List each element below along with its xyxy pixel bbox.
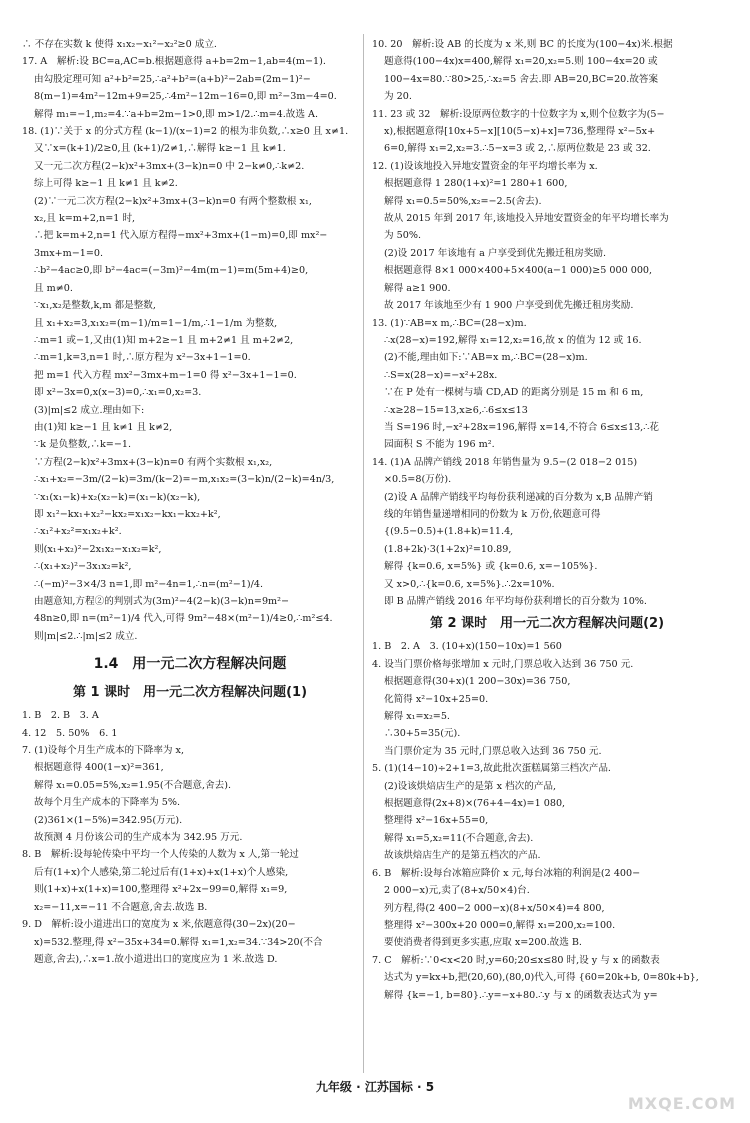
text-line: 4. 12 5. 50% 6. 1 — [22, 727, 118, 739]
text-line: 7. C 解析:∵0<x<20 时,y=60;20≤x≤80 时,设 y 与 x 的函数表 — [372, 954, 660, 966]
text-line: 故每个月生产成本的下降率为 5%. — [34, 797, 181, 809]
text-line: 整理得 x²−16x+55=0, — [384, 815, 489, 827]
text-line: 故预测 4 月份该公司的生产成本为 342.95 万元. — [34, 832, 243, 844]
text-line: 根据题意得 1 280(1+x)²=1 280+1 600, — [384, 178, 568, 190]
text-line: 又一元二次方程(2−k)x²+3mx+(3−k)n=0 中 2−k≠0,∴k≠2. — [34, 160, 305, 172]
text-line: (3)|m|≤2 成立.理由如下: — [34, 404, 145, 416]
text-line: 则|m|≤2.∴|m|≤2 成立. — [34, 630, 138, 642]
text-line: 则(1+x)+x(1+x)=100,整理得 x²+2x−99=0,解得 x₁=9, — [34, 884, 288, 896]
text-line: 后有(1+x)个人感染,第二轮过后有(1+x)+x(1+x)个人感染, — [34, 866, 289, 878]
text-line: ×0.5=8(万份). — [384, 474, 452, 486]
text-line: (2)设 A 品牌产销线平均每份获利递减的百分数为 x,B 品牌产销 — [384, 491, 653, 503]
text-line: 1. B 2. A 3. (10+x)(150−10x)=1 560 — [372, 641, 562, 653]
text-line: (2)设 2017 年该地有 a 户享受到优先搬迁租房奖励. — [384, 247, 607, 259]
text-line: 即 x₁²−kx₁+x₂²−kx₂=x₁x₂−kx₁−kx₂+k², — [34, 508, 221, 520]
text-line: 17. A 解析:设 BC=a,AC=b.根据题意得 a+b=2m−1,ab=4(m−1). — [22, 56, 326, 68]
text-line: 根据题意得 400(1−x)²=361, — [34, 762, 164, 774]
text-line: 又 x>0,∴{k=0.6, x=5%}.∴2x=10%. — [384, 578, 555, 590]
text-line: x),根据题意得[10x+5−x][10(5−x)+x]=736,整理得 x²−5x+ — [384, 126, 656, 138]
text-line: ∵k 是负整数,∴k=−1. — [34, 439, 132, 451]
text-line: 根据题意得(2x+8)×(76+4−4x)=1 080, — [384, 798, 566, 810]
text-line: 故从 2015 年到 2017 年,该地投入异地安置资金的年平均增长率为 — [384, 213, 669, 225]
text-line: 14. (1)A 品牌产销线 2018 年销售量为 9.5−(2 018−2 015) — [372, 456, 638, 468]
text-line: (2)∵一元二次方程(2−k)x²+3mx+(3−k)n=0 有两个整数根 x₁, — [34, 195, 312, 207]
text-line: 故 2017 年该地至少有 1 900 户享受到优先搬迁租房奖励. — [384, 300, 634, 312]
text-line: 6=0,解得 x₁=2,x₂=3.∴5−x=3 或 2,∴原两位数是 23 或 32. — [384, 143, 651, 155]
text-line: 解得 x₁=0.05=5%,x₂=1.95(不合题意,舍去). — [34, 779, 232, 791]
text-line: x)=532.整理,得 x²−35x+34=0.解得 x₁=1,x₂=34.∵34>20(不合 — [34, 936, 323, 948]
text-line: ∴(−m)²−3×4/3 n=1,即 m²−4n=1,∴n=(m²−1)/4. — [34, 578, 263, 590]
text-line: ∵方程(2−k)x²+3mx+(3−k)n=0 有两个实数根 x₁,x₂, — [34, 456, 273, 468]
text-line: 7. (1)设每个月生产成本的下降率为 x, — [22, 745, 185, 757]
text-line: 根据题意得(30+x)(1 200−30x)=36 750, — [384, 676, 571, 688]
text-line: ∴x₁+x₂=−3m/(2−k)=3m/(k−2)=−m,x₁x₂=(3−k)n/(2−k)=4n/3, — [34, 474, 335, 486]
lesson-1-title: 第 1 课时 用一元二次方程解决问题(1) — [72, 685, 308, 701]
text-line: 即 B 品牌产销线 2016 年平均每份获利增长的百分数为 10%. — [384, 596, 647, 607]
section-title: 1.4 用一元二次方程解决问题 — [93, 656, 287, 673]
text-line: ∴(x₁+x₂)²−3x₁x₂=k², — [34, 561, 132, 573]
text-line: (2)361×(1−5%)=342.95(万元). — [34, 814, 183, 826]
text-line: 当 S=196 时,−x²+28x=196,解得 x=14,不符合 6≤x≤13,∴花 — [384, 421, 659, 433]
text-line: ∴b²−4ac≥0,即 b²−4ac=(−3m)²−4m(m−1)=m(5m+4)≥0, — [34, 265, 309, 277]
text-line: ∴m=1 或−1,又由(1)知 m+2≥−1 且 m+2≠1 且 m+2≠2, — [34, 334, 294, 346]
text-line: 化简得 x²−10x+25=0. — [384, 693, 489, 705]
text-line: 要使消费者得到更多实惠,应取 x=200.故选 B. — [384, 937, 582, 949]
watermark: MXQE.COM — [627, 1094, 736, 1113]
text-line: (2)设该烘焙店生产的是第 x 档次的产品, — [384, 780, 557, 792]
text-line: 且 m≠0. — [34, 282, 73, 294]
text-line: 解得 x₁=5,x₂=11(不合题意,舍去). — [384, 832, 534, 844]
text-line: 3mx+m−1=0. — [34, 247, 104, 259]
lesson-2-title: 第 2 课时 用一元二次方程解决问题(2) — [429, 616, 665, 632]
text-line: 解得 a≥1 900. — [384, 282, 451, 294]
text-line: ∵x₁(x₁−k)+x₂(x₂−k)=(x₁−k)(x₂−k), — [34, 491, 201, 503]
text-line: 题意得(100−4x)x=400,解得 x₁=20,x₂=5.则 100−4x=20 或 — [384, 56, 658, 68]
text-line: 根据题意得 8×1 000×400+5×400(a−1 000)≥5 000 000, — [384, 265, 653, 277]
text-line: 解得 x₁=0.5=50%,x₂=−2.5(舍去). — [384, 195, 542, 207]
text-line: 由(1)知 k≥−1 且 k≠1 且 k≠2, — [34, 421, 173, 433]
text-line: 18. (1)∵关于 x 的分式方程 (k−1)/(x−1)=2 的根为非负数,∴x≥0 且 x≠1. — [22, 126, 349, 138]
text-line: x₂=−11,x=−11 不合题意,舍去.故选 B. — [34, 901, 208, 913]
text-line: 2 000−x)元,卖了(8+x/50×4)台. — [384, 885, 530, 897]
text-line: 又∵x=(k+1)/2≥0,且 (k+1)/2≠1,∴解得 k≥−1 且 k≠1. — [34, 143, 286, 155]
text-line: 为 20. — [384, 91, 412, 103]
text-line: 题意,舍去),∴x=1.故小道进出口的宽度应为 1 米.故选 D. — [34, 953, 278, 965]
text-line: ∴S=x(28−x)=−x²+28x. — [384, 369, 498, 381]
text-line: (2)不能,理由如下:∵AB=x m,∴BC=(28−x)m. — [384, 352, 588, 364]
text-line: 解得 {k=−1, b=80}.∴y=−x+80.∴y 与 x 的函数表达式为 y= — [384, 989, 658, 1001]
text-line: (1.8+2k)·3(1+2x)²=10.89, — [384, 543, 512, 555]
lesson-2-answers — [372, 638, 722, 1004]
text-line: 48n≥0,即 n=(m²−1)/4 代入,可得 9m²−48×(m²−1)/4≥0,∴m²≤4. — [34, 613, 333, 625]
text-line: 园面积 S 不能为 196 m². — [384, 439, 495, 451]
text-line: 解得 x₁=x₂=5. — [384, 711, 450, 723]
page-footer: 九年级 · 江苏国标 · 5 — [315, 1080, 435, 1094]
right-column — [372, 36, 722, 1004]
text-line: 13. (1)∵AB=x m,∴BC=(28−x)m. — [372, 317, 527, 329]
text-line: 则(x₁+x₂)²−2x₁x₂−x₁x₂=k², — [34, 543, 162, 555]
text-line: ∴x₁²+x₂²=x₁x₂+k². — [34, 526, 122, 538]
text-line: 1. B 2. B 3. A — [22, 710, 99, 722]
text-line: 把 m=1 代入方程 mx²−3mx+m−1=0 得 x²−3x+1−1=0. — [34, 369, 297, 381]
text-line: 达式为 y=kx+b,把(20,60),(80,0)代入,可得 {60=20k+b, 0=80k+b}, — [384, 972, 699, 984]
text-line: 8(m−1)=4m²−12m+9=25,∴4m²−12m−16=0,即 m²−3m−4=0. — [34, 91, 337, 103]
text-line: 列方程,得(2 400−2 000−x)(8+x/50×4)=4 800, — [384, 902, 605, 914]
text-line: 整理得 x²−300x+20 000=0,解得 x₁=200,x₂=100. — [384, 919, 616, 931]
lesson-1-answers — [22, 707, 358, 968]
text-line: 即 x²−3x=0,x(x−3)=0,∴x₁=0,x₂=3. — [34, 387, 202, 399]
text-line: 由题意知,方程②的判别式为(3m)²−4(2−k)(3−k)n=9m²− — [34, 596, 290, 607]
text-line: ∴30+5=35(元). — [384, 728, 461, 740]
text-line: 故该烘焙店生产的是第五档次的产品. — [384, 850, 541, 862]
text-line: 由勾股定理可知 a²+b²=25,∴a²+b²=(a+b)²−2ab=(2m−1)²− — [34, 73, 311, 85]
text-line: 100−4x=80.∵80>25,∴x₂=5 舍去.即 AB=20,BC=20.故答案 — [384, 73, 659, 85]
text-line: ∴ 不存在实数 k 使得 x₁x₂−x₁²−x₂²≥0 成立. — [22, 39, 217, 50]
text-line: 11. 23 或 32 解析:设原两位数字的十位数字为 x,则个位数字为(5− — [372, 108, 665, 120]
text-line: ∴x≥28−15=13,x≥6,∴6≤x≤13 — [384, 404, 528, 416]
text-line: 6. B 解析:设每台冰箱应降价 x 元,每台冰箱的利润是(2 400− — [372, 867, 641, 879]
text-line: 当门票价定为 35 元时,门票总收入达到 36 750 元. — [384, 745, 602, 757]
text-line: 5. (1)(14−10)÷2+1=3,故此批次蛋糕属第三档次产品. — [372, 763, 611, 775]
left-answers — [22, 36, 358, 645]
text-line: {(9.5−0.5)+(1.8+k)=11.4, — [384, 526, 514, 538]
text-line: ∵x₁,x₂是整数,k,m 都是整数, — [34, 300, 156, 312]
text-line: ∴把 k=m+2,n=1 代入原方程得−mx²+3mx+(1−m)=0,即 mx²− — [34, 230, 328, 242]
text-line: ∴x(28−x)=192,解得 x₁=12,x₂=16,故 x 的值为 12 或 16. — [384, 334, 642, 346]
text-line: 且 x₁+x₂=3,x₁x₂=(m−1)/m=1−1/m,∴1−1/m 为整数, — [34, 317, 278, 329]
text-line: x₂,且 k=m+2,n=1 时, — [34, 213, 136, 225]
text-line: 线的年销售量递增相同的份数为 k 万份,依题意可得 — [384, 508, 601, 520]
right-answers — [372, 36, 722, 610]
text-line: ∴m=1,k=3,n=1 时,∴原方程为 x²−3x+1−1=0. — [34, 352, 251, 364]
text-line: 为 50%. — [384, 230, 422, 242]
text-line: 4. 设当门票价格每张增加 x 元时,门票总收入达到 36 750 元. — [372, 658, 634, 670]
text-line: 12. (1)设该地投入异地安置资金的年平均增长率为 x. — [372, 160, 598, 172]
text-line: 10. 20 解析:设 AB 的长度为 x 米,则 BC 的长度为(100−4x)米.根据 — [372, 39, 673, 50]
text-line: 解得 m₁=−1,m₂=4.∵a+b=2m−1>0,即 m>1/2.∴m=4.故选 A. — [34, 108, 318, 120]
text-line: 综上可得 k≥−1 且 k≠1 且 k≠2. — [34, 178, 178, 190]
column-divider — [363, 34, 364, 1073]
text-line: ∵在 P 处有一棵树与墙 CD,AD 的距离分别是 15 m 和 6 m, — [384, 387, 644, 399]
text-line: 解得 {k=0.6, x=5%} 或 {k=0.6, x=−105%}. — [384, 561, 598, 573]
text-line: 9. D 解析:设小道进出口的宽度为 x 米,依题意得(30−2x)(20− — [22, 919, 296, 931]
text-line: 8. B 解析:设每轮传染中平均一个人传染的人数为 x 人,第一轮过 — [22, 849, 299, 861]
left-column — [22, 36, 358, 968]
